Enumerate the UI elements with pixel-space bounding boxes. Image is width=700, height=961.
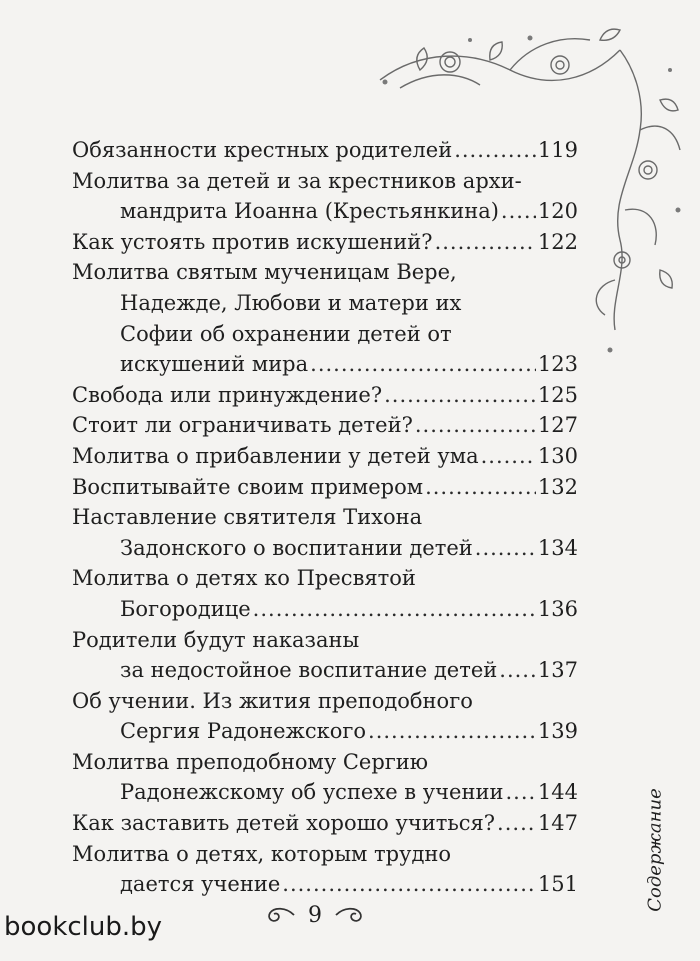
toc-leader-dots [310,349,536,380]
toc-leader-dots [435,227,536,258]
page-number: 9 [308,902,322,928]
toc-entry-title: Молитва за детей и за крестников архи- [72,168,522,193]
toc-entry-line [72,686,578,717]
toc-entry-title: мандрита Иоанна (Крестьянкина) [120,199,499,224]
toc-leader-dots [497,808,536,839]
toc-entry-line [72,472,578,503]
toc-leader-dots [501,196,536,227]
toc-page-number: 151 [537,872,578,897]
toc-entry-title: Надежде, Любови и матери их [120,290,462,315]
section-label [640,790,670,910]
toc-entry-title: Молитва о детях ко Пресвятой [72,566,416,591]
toc-entry-line [72,319,578,350]
toc-entry [72,380,578,411]
toc-entry-title: дается учение [120,872,281,897]
toc-entry [72,410,578,441]
toc-leader-dots [475,533,536,564]
section-label-text: Содержание [644,788,666,912]
toc-entry-line [72,625,578,656]
toc-leader-dots [505,777,535,808]
toc-page-number: 134 [537,535,578,560]
toc-entry-line [72,716,578,747]
toc-page-number: 144 [537,780,578,805]
toc-entry [72,441,578,472]
toc-entry [72,686,578,747]
toc-entry-line [72,655,578,686]
toc-entry-title: Сергия Радонежского [120,719,367,744]
toc-page-number: 130 [537,443,578,468]
toc-entry-line [72,196,578,227]
toc-entry [72,135,578,166]
toc-leader-dots [499,655,536,686]
toc-entry [72,625,578,686]
toc-entry-title: Молитва преподобному Сергию [72,749,429,774]
toc-entry-line [72,166,578,197]
toc-leader-dots [368,716,536,747]
toc-leader-dots [454,135,536,166]
toc-entry-title: Как заставить детей хорошо учиться? [72,811,496,836]
toc-entry-line [72,380,578,411]
toc-leader-dots [253,594,536,625]
toc-leader-dots [384,380,536,411]
toc-entry-title: Молитва о прибавлении у детей ума [72,443,479,468]
toc-entry-line [72,288,578,319]
toc-leader-dots [481,441,536,472]
toc-entry-title: Наставление святителя Тихона [72,505,423,530]
toc-entry-line [72,135,578,166]
toc-page-number: 137 [537,658,578,683]
toc-page-number: 123 [537,352,578,377]
table-of-contents [72,135,578,900]
toc-entry-line [72,410,578,441]
toc-entry-line [72,441,578,472]
toc-page-number: 132 [537,474,578,499]
toc-page-number: 119 [537,138,578,162]
toc-leader-dots [415,410,536,441]
toc-entry-line [72,257,578,288]
toc-entry [72,747,578,808]
toc-entry-line [72,839,578,870]
page-footer [250,895,380,935]
toc-entry-title: Молитва о детях, которым трудно [72,841,452,866]
toc-page-number: 122 [537,229,578,254]
toc-page-number: 125 [537,382,578,407]
right-swirl-icon [334,903,368,927]
toc-entry-title: искушений мира [120,352,309,377]
toc-page-number: 120 [537,199,578,224]
toc-entry [72,472,578,503]
watermark-text: bookclub.by [4,912,163,942]
toc-page-number: 139 [537,719,578,744]
toc-entry [72,808,578,839]
toc-entry-line [72,563,578,594]
toc-entry-title: Как устоять против искушений? [72,229,433,254]
toc-entry-line [72,747,578,778]
toc-entry-title: Воспитывайте своим примером [72,474,424,499]
toc-entry-title: Молитва святым мученицам Вере, [72,260,457,285]
toc-entry [72,839,578,900]
toc-leader-dots [425,472,536,503]
toc-entry-line [72,502,578,533]
toc-entry-title: Задонского о воспитании детей [120,535,473,560]
toc-entry [72,502,578,563]
toc-entry-title: Софии об охранении детей от [120,321,452,346]
toc-entry [72,166,578,227]
toc-page-number: 147 [537,811,578,836]
toc-entry-line [72,349,578,380]
toc-entry-line [72,594,578,625]
toc-entry-title: Обязанности крестных родителей [72,138,453,162]
left-swirl-icon [262,903,296,927]
toc-entry [72,563,578,624]
toc-entry-line [72,808,578,839]
toc-page-number: 127 [537,413,578,438]
toc-entry [72,227,578,258]
toc-entry-title: Стоит ли ограничивать детей? [72,413,413,438]
toc-entry-line [72,533,578,564]
toc-entry-line [72,227,578,258]
toc-entry-title: Об учении. Из жития преподобного [72,688,473,713]
toc-entry-title: Родители будут наказаны [72,627,360,652]
toc-entry-title: Радонежскому об успехе в учении [120,780,504,805]
toc-entry-title: за недостойное воспитание детей [120,658,498,683]
toc-entry-line [72,777,578,808]
toc-entry [72,257,578,379]
toc-entry-title: Богородице [120,596,251,621]
toc-entry-title: Свобода или принуждение? [72,382,383,407]
toc-page-number: 136 [537,596,578,621]
